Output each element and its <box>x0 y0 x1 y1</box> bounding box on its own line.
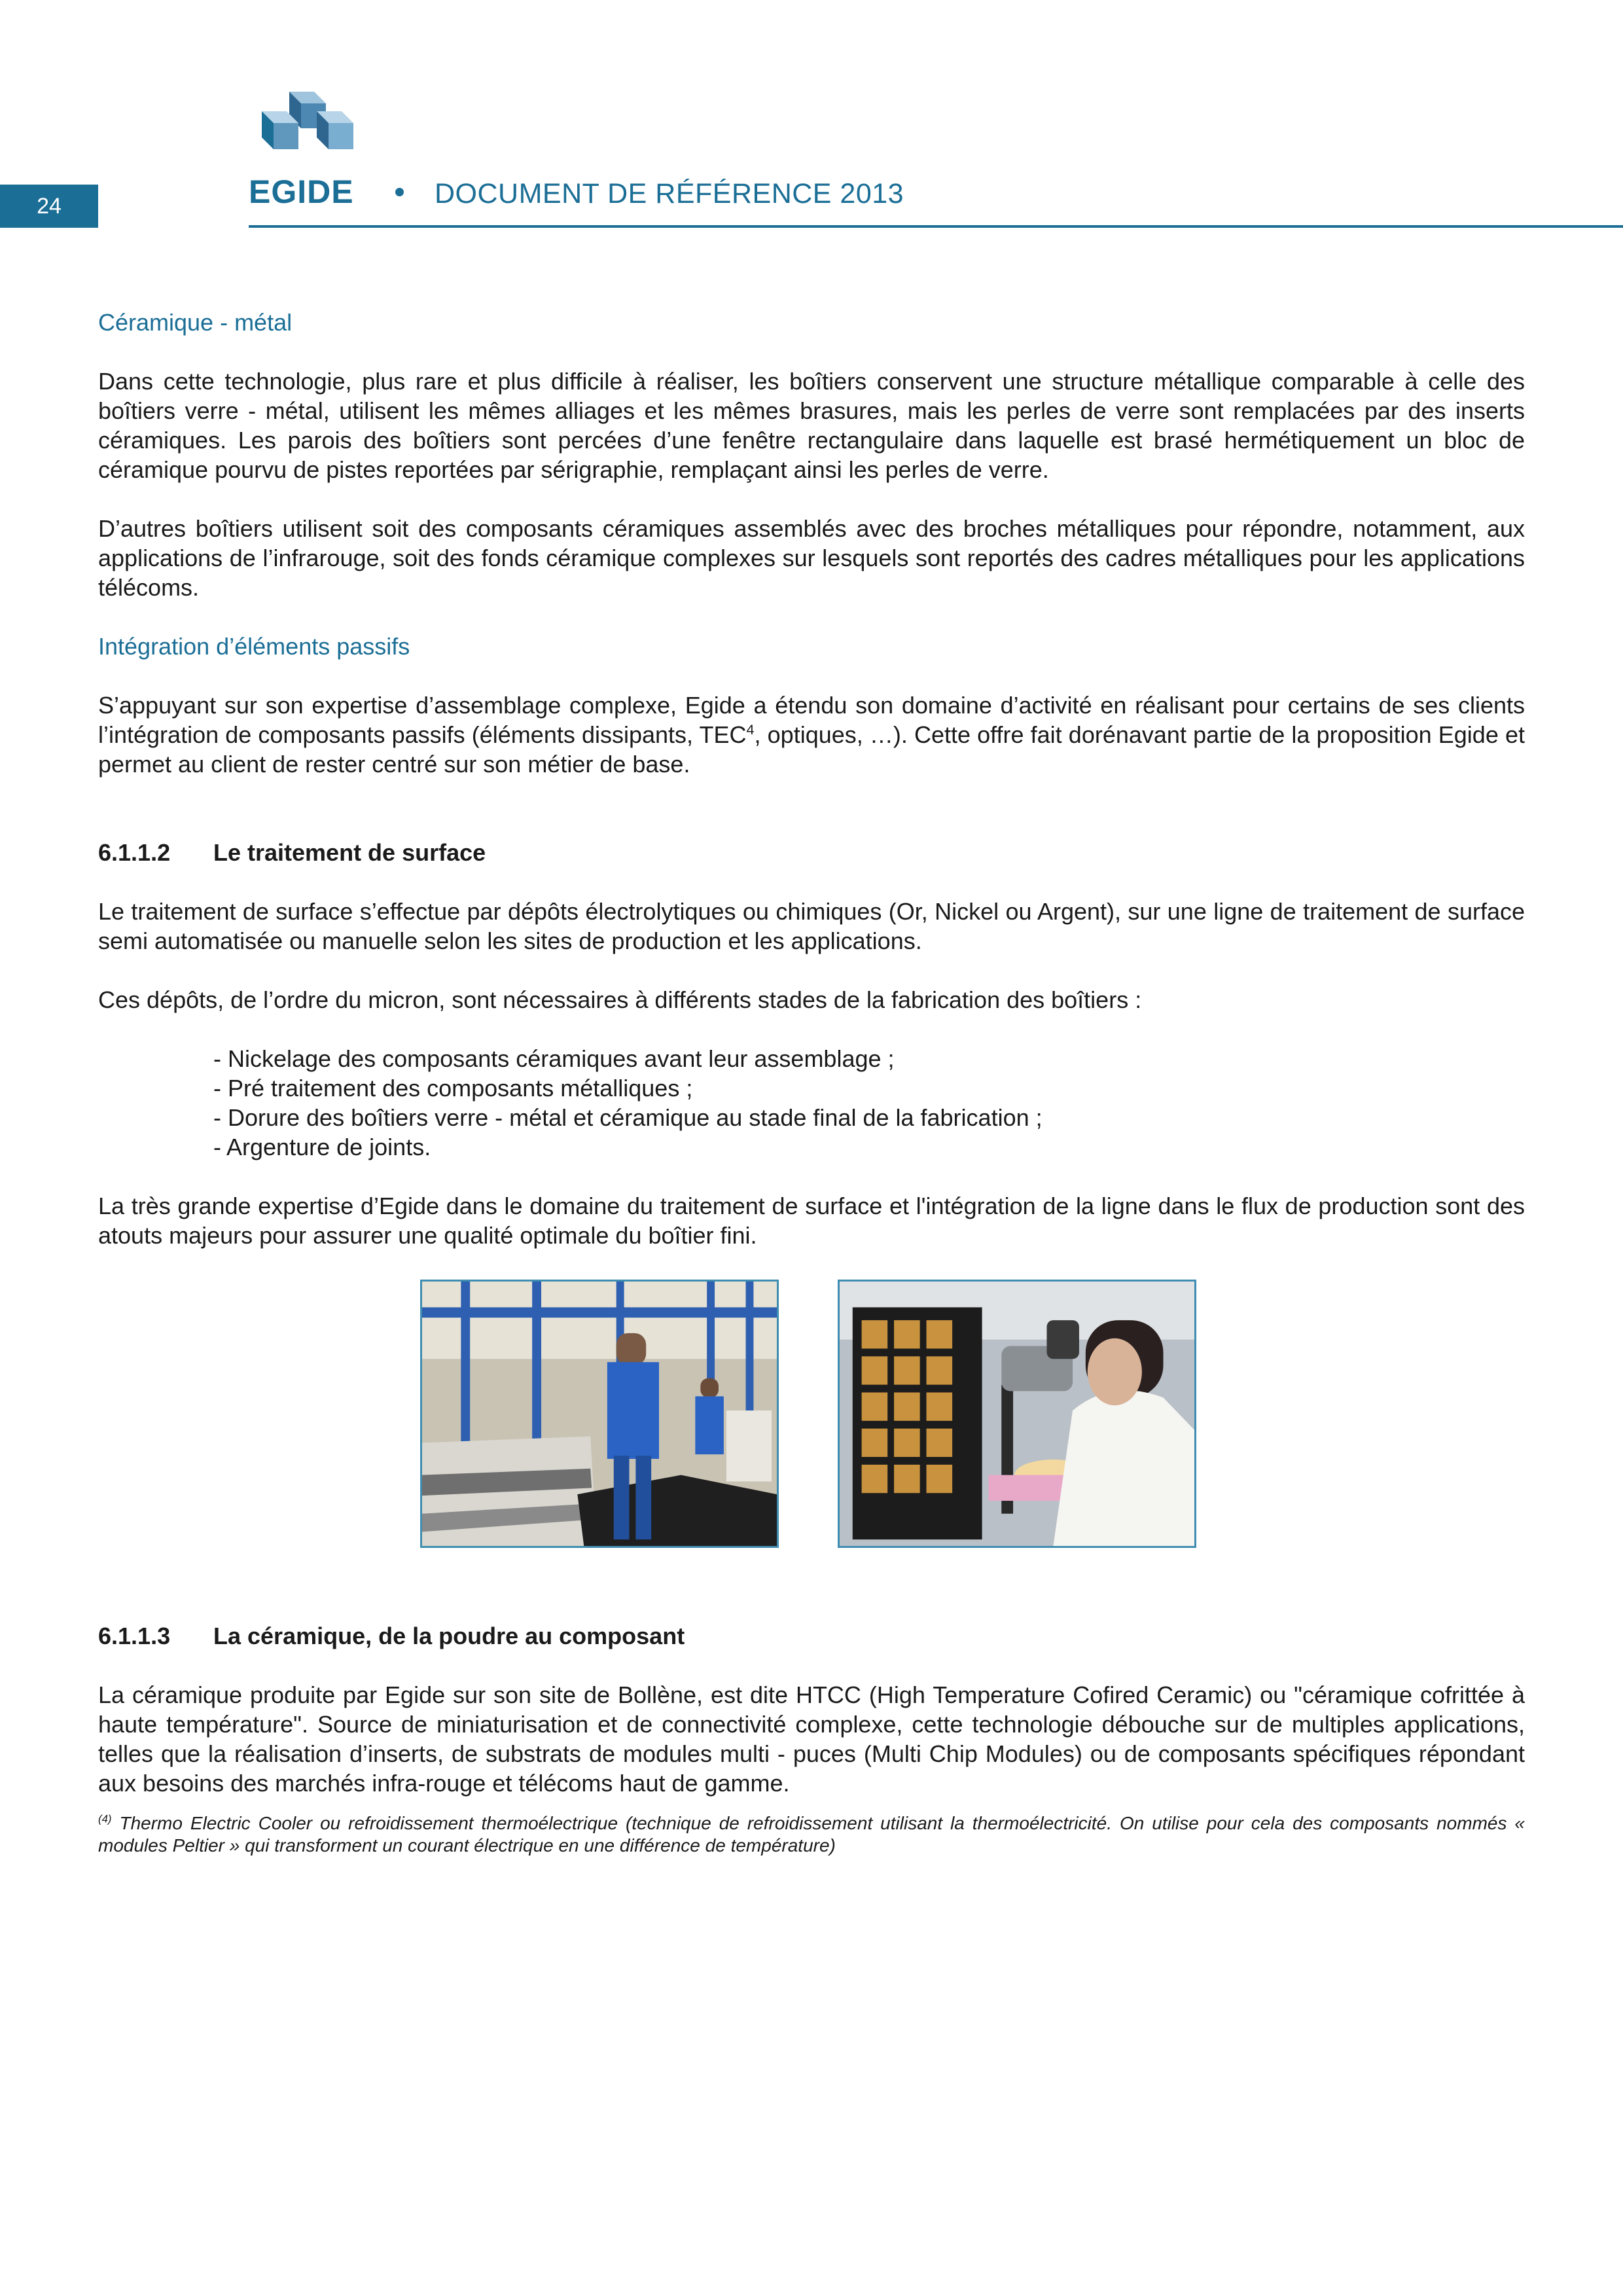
photo-row <box>98 1280 1525 1548</box>
header-rule <box>249 225 1623 228</box>
photo-surface-treatment-line <box>420 1280 779 1548</box>
paragraph: Dans cette technologie, plus rare et plus difficile à réaliser, les boîtiers conservent une structure métallique comparable à celle des boîtiers verre - métal, utilisent les mêmes alliages et les mêmes brasures, mais les perles de verre sont remplacées par des inserts céramiques. Les parois des boîtiers sont percées d’une fenêtre rectangulaire dans laquelle est brasé hermétiquement un bloc de céramique pourvu de pistes reportées par sérigraphie, remplaçant ainsi les perles de verre. <box>98 368 1525 483</box>
subheading-integration: Intégration d’éléments passifs <box>98 633 410 660</box>
section-number: 6.1.1.3 <box>98 1623 171 1649</box>
paragraph: Ces dépôts, de l’ordre du micron, sont nécessaires à différents stades de la fabrication des boîtiers : <box>98 986 1142 1013</box>
list-item: - Argenture de joints. <box>213 1134 431 1160</box>
paragraph: La céramique produite par Egide sur son site de Bollène, est dite HTCC (High Temperature Cofired Ceramic) ou "céramique cofrittée à haute température". Source de miniaturisation et de connectivité complexe, cette technologie débouche sur de multiples applications, telles que la réalisation d’inserts, de substrats de modules multi - puces (Multi Chip Modules) ou de composants spécifiques répondant aux besoins des marchés infra-rouge et télécoms haut de gamme. <box>98 1681 1525 1797</box>
header-bullet <box>395 188 404 196</box>
paragraph: S’appuyant sur son expertise d’assemblage complexe, Egide a étendu son domaine d’activité en réalisant pour certains de ses clients l’intégration de composants passifs (éléments dissipants, TEC$^4$, optiques, …). Cette offre fait dorénavant partie de la proposition Egide et permet au client de rester centré sur son métier de base. <box>98 692 1525 778</box>
footnote-marker: (4) <box>98 1812 112 1825</box>
page-content <box>98 308 1525 1857</box>
logo-wordmark: EGIDE <box>249 173 354 210</box>
footnote-ref: 4 <box>746 721 755 738</box>
paragraph: Le traitement de surface s’effectue par dépôts électrolytiques ou chimiques (Or, Nickel ou Argent), sur une ligne de traitement de surface semi automatisée ou manuelle selon les sites de production et les applications. <box>98 898 1525 954</box>
page-number: 24 <box>0 185 98 228</box>
section-heading-6113 <box>98 1621 1525 1651</box>
section-title: Le traitement de surface <box>213 839 486 866</box>
list-item: - Nickelage des composants céramiques avant leur assemblage ; <box>213 1045 895 1072</box>
section-title: La céramique, de la poudre au composant <box>213 1623 685 1649</box>
photo-microscope-inspection <box>838 1280 1196 1548</box>
bullet-list <box>98 1044 1525 1162</box>
section-heading-6112 <box>98 838 1525 867</box>
footnote <box>98 1812 1525 1857</box>
list-item: - Dorure des boîtiers verre - métal et céramique au stade final de la fabrication ; <box>213 1104 1043 1131</box>
paragraph: La très grande expertise d’Egide dans le domaine du traitement de surface et l'intégration de la ligne dans le flux de production sont des atouts majeurs pour assurer une qualité optimale du boîtier fini. <box>98 1193 1525 1249</box>
section-number: 6.1.1.2 <box>98 839 171 866</box>
footnote-text: Thermo Electric Cooler ou refroidissement thermoélectrique (technique de refroidissement utilisant la thermoélectricité. On utilise pour cela des composants nommés « modules Peltier » qui transforment un courant électrique en une différence de température) <box>98 1813 1525 1856</box>
paragraph: D’autres boîtiers utilisent soit des composants céramiques assemblés avec des broches métalliques pour répondre, notamment, aux applications de l’infrarouge, soit des fonds céramique complexes sur lesquels sont reportés des cadres métalliques pour les applications télécoms. <box>98 515 1525 601</box>
subheading-ceramique-metal: Céramique - métal <box>98 309 293 336</box>
list-item: - Pré traitement des composants métalliques ; <box>213 1075 693 1102</box>
document-title: DOCUMENT DE RÉFÉRENCE 2013 <box>435 178 904 209</box>
